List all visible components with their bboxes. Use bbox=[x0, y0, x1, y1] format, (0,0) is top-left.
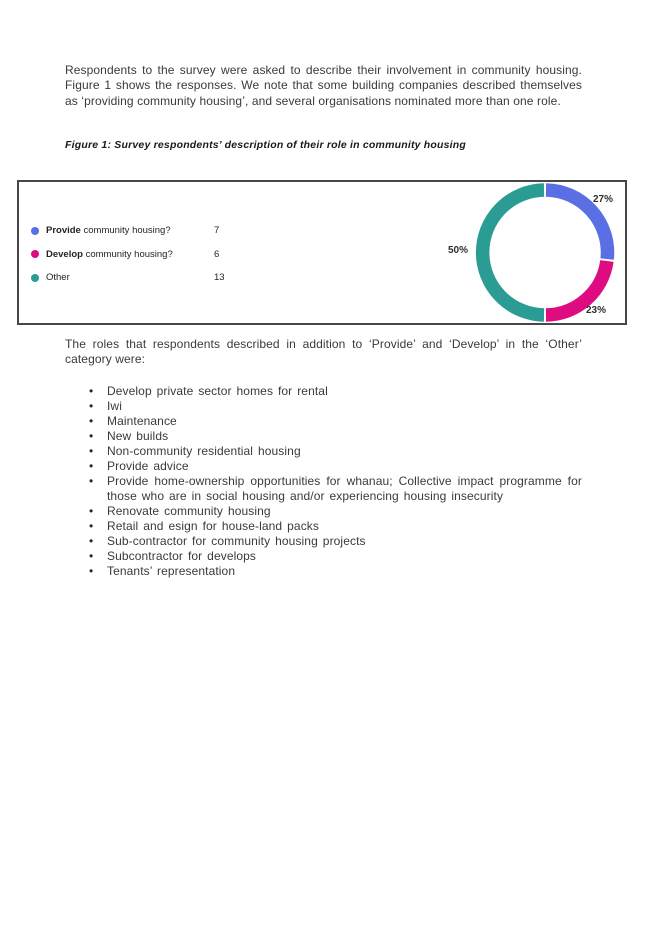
bullet-icon: • bbox=[89, 444, 94, 458]
list-item bbox=[65, 549, 582, 564]
bullet-icon: • bbox=[89, 429, 94, 443]
percent-label-other: 50% bbox=[448, 245, 469, 256]
list-item-text: Tenants’ representation bbox=[107, 564, 236, 578]
list-item bbox=[65, 504, 582, 519]
list-item-text: Iwi bbox=[107, 399, 122, 413]
bullet-icon: • bbox=[89, 504, 94, 518]
list-item bbox=[65, 459, 582, 474]
bullet-icon: • bbox=[89, 549, 94, 563]
list-item bbox=[65, 474, 582, 504]
list-item bbox=[65, 414, 582, 429]
list-item-text: New builds bbox=[107, 429, 169, 443]
legend-label-provide: Provide community housing? bbox=[46, 225, 171, 237]
list-item-text: Non-community residential housing bbox=[107, 444, 301, 458]
percent-label-provide: 27% bbox=[593, 194, 614, 205]
list-item-text: Provide home-ownership opportunities for whanau; Collective impact programme for those who are in social housing and/or experiencing housing insecurity bbox=[107, 474, 582, 503]
other-roles-list bbox=[65, 384, 582, 579]
bullet-icon: • bbox=[89, 474, 94, 488]
legend-value-develop: 6 bbox=[214, 248, 220, 260]
legend-label-develop: Develop community housing? bbox=[46, 248, 173, 260]
other-roles-paragraph: The roles that respondents described in addition to ‘Provide’ and ‘Develop’ in the ‘Other’ category were: bbox=[65, 337, 582, 367]
list-item bbox=[65, 534, 582, 549]
list-item bbox=[65, 384, 582, 399]
legend-value-other: 13 bbox=[214, 272, 225, 284]
bullet-icon: • bbox=[89, 534, 94, 548]
bullet-icon: • bbox=[89, 564, 94, 578]
bullet-icon: • bbox=[89, 384, 94, 398]
donut-chart bbox=[19, 182, 625, 323]
list-item bbox=[65, 429, 582, 444]
figure1-chart-frame bbox=[17, 180, 627, 325]
list-item bbox=[65, 519, 582, 534]
donut-segment-other bbox=[483, 190, 544, 315]
bullet-icon: • bbox=[89, 414, 94, 428]
bullet-icon: • bbox=[89, 519, 94, 533]
intro-paragraph: Respondents to the survey were asked to describe their involvement in community housing. Figure 1 shows the responses. We note that some building companies described themselves as ‘providing community housing’, and several organisations nominated more than one role. bbox=[65, 63, 582, 108]
legend-value-provide: 7 bbox=[214, 225, 220, 237]
list-item-text: Subcontractor for develops bbox=[107, 549, 257, 563]
list-item bbox=[65, 399, 582, 414]
list-item bbox=[65, 564, 582, 579]
list-item-text: Maintenance bbox=[107, 414, 177, 428]
percent-label-develop: 23% bbox=[586, 305, 607, 316]
list-item-text: Renovate community housing bbox=[107, 504, 271, 518]
list-item-text: Provide advice bbox=[107, 459, 189, 473]
bullet-icon: • bbox=[89, 459, 94, 473]
list-item-text: Sub-contractor for community housing projects bbox=[107, 534, 366, 548]
list-item-text: Retail and esign for house-land packs bbox=[107, 519, 319, 533]
legend-label-other: Other bbox=[46, 272, 70, 284]
bullet-icon: • bbox=[89, 399, 94, 413]
list-item bbox=[65, 444, 582, 459]
figure-caption: Figure 1: Survey respondents’ description of their role in community housing bbox=[65, 139, 467, 151]
list-item-text: Develop private sector homes for rental bbox=[107, 384, 328, 398]
